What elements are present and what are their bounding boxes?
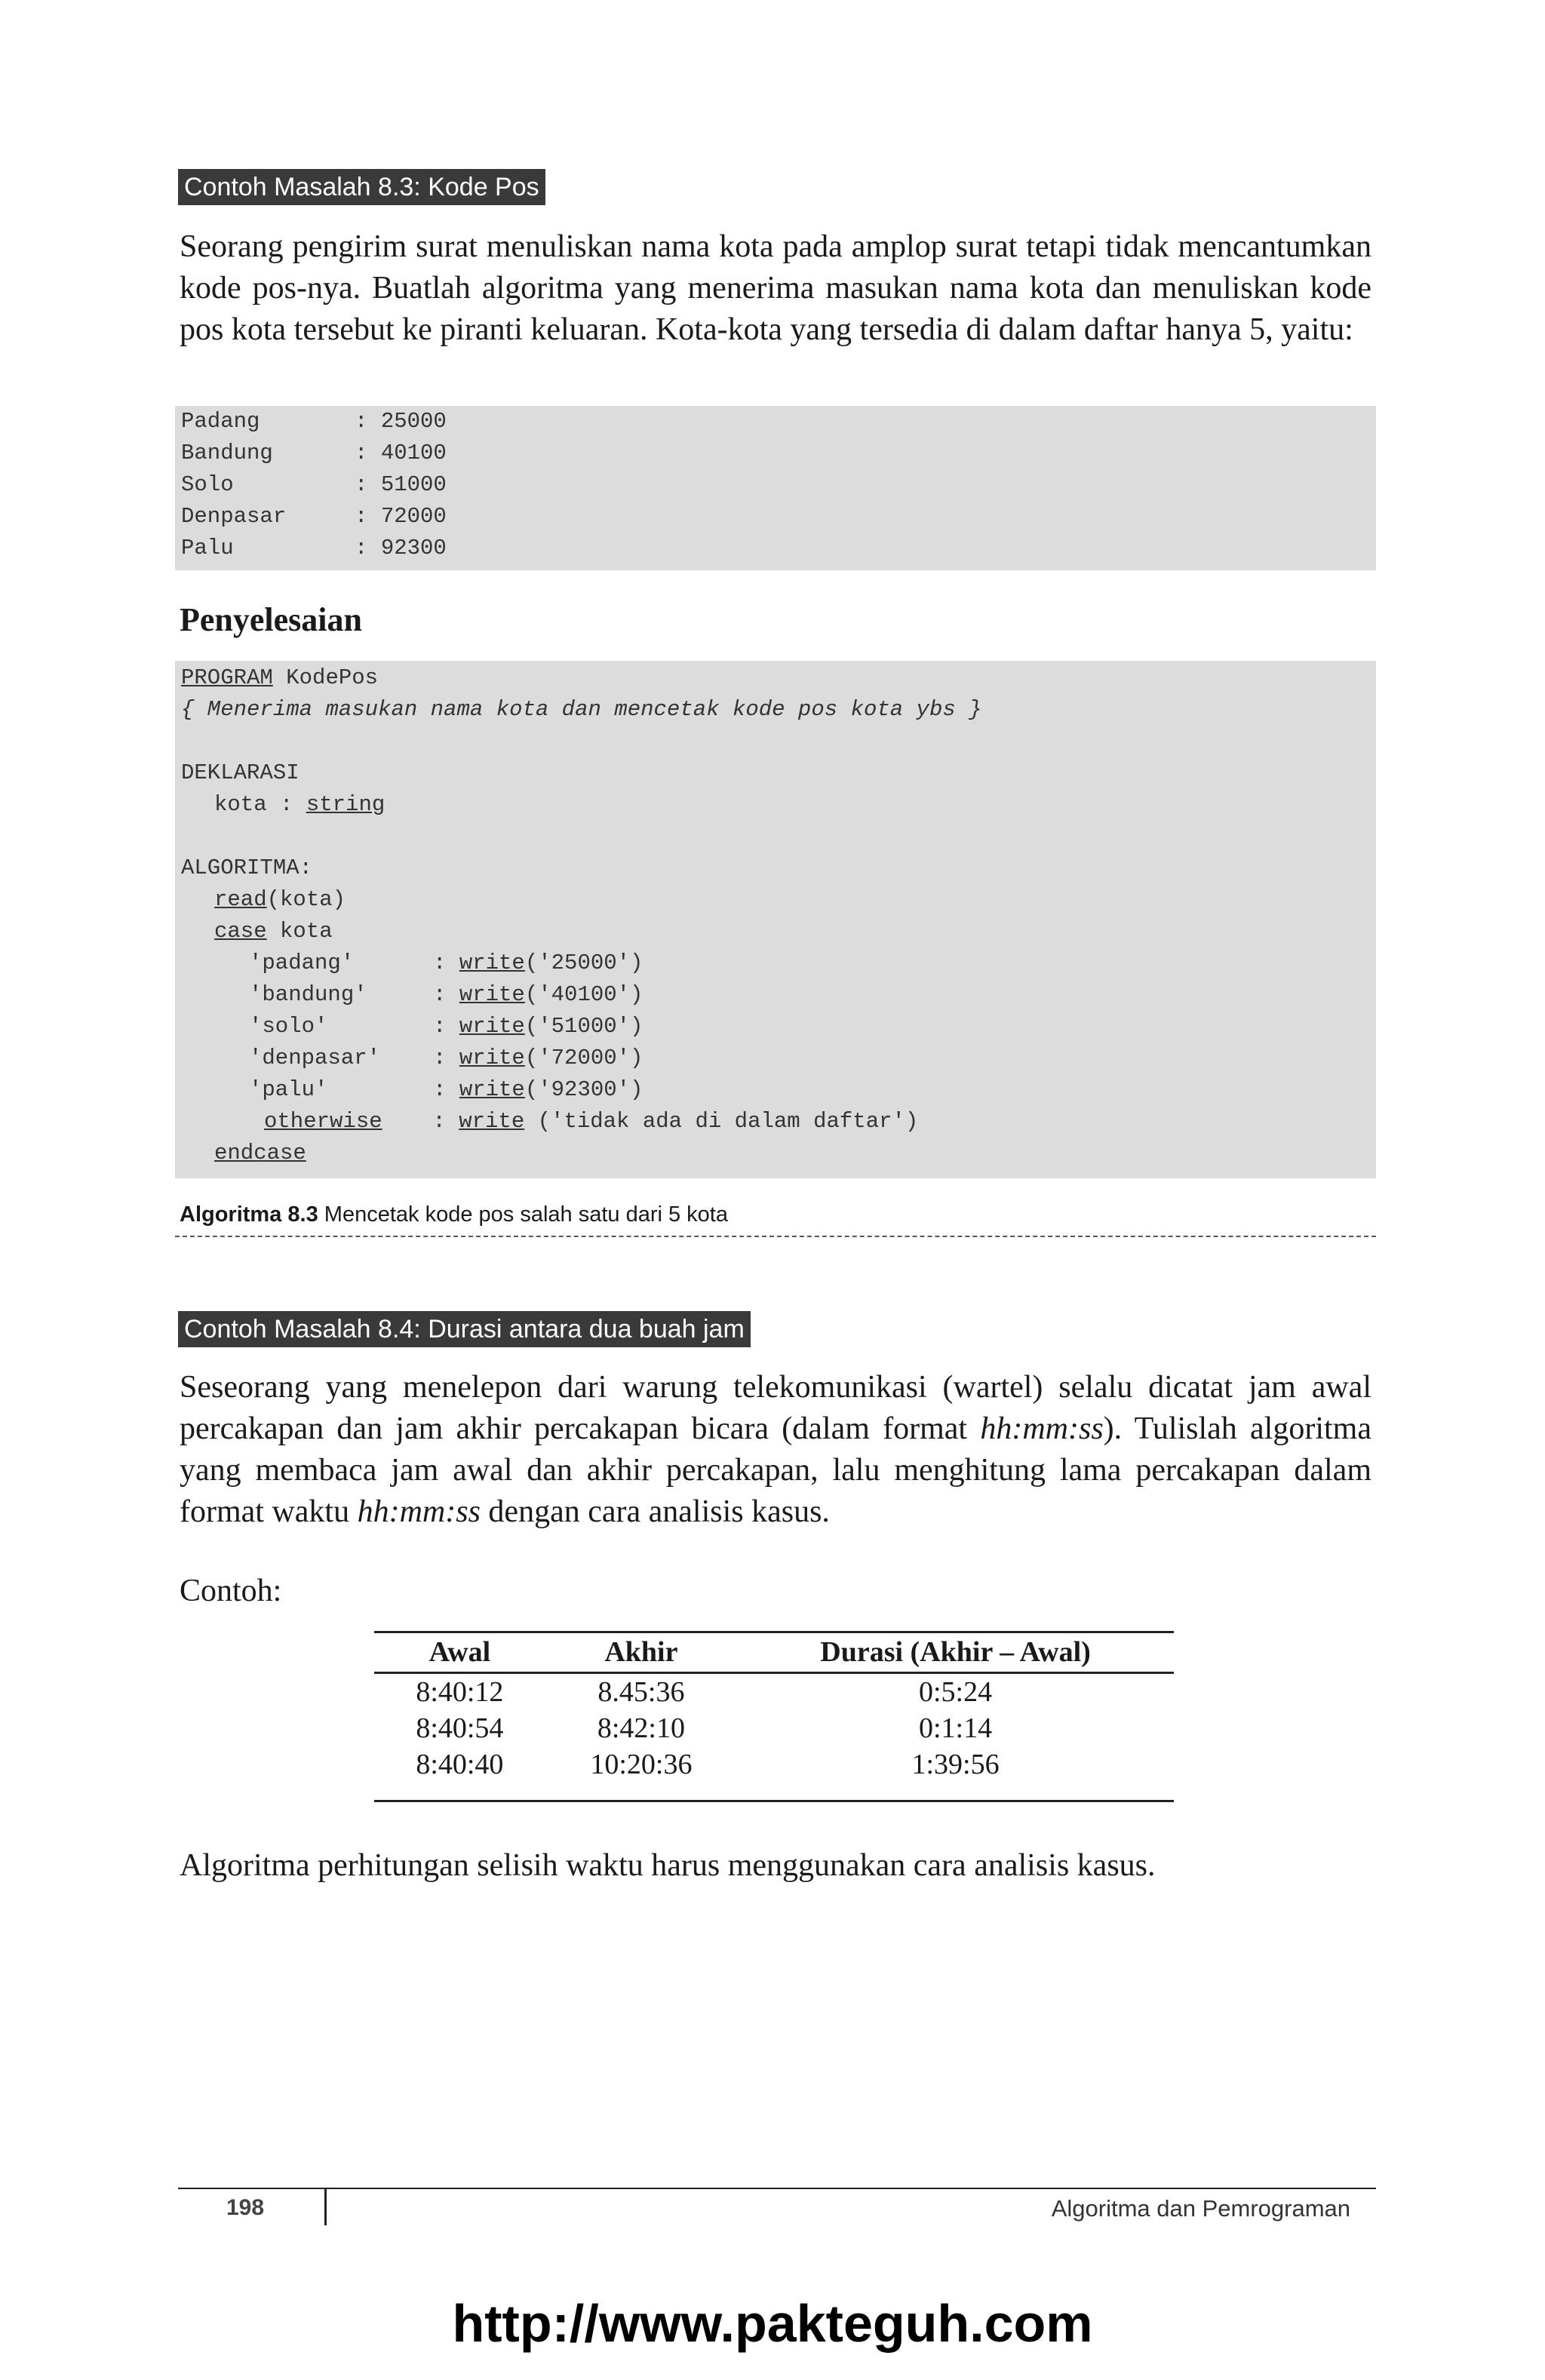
case-fn: write bbox=[459, 1046, 525, 1070]
footer-rule bbox=[178, 2188, 1376, 2189]
table-row bbox=[374, 1746, 1174, 1783]
time-format-2: hh:mm:ss bbox=[357, 1494, 481, 1529]
case-arg: ('92300') bbox=[524, 1077, 643, 1102]
city-row: Palu : 92300 bbox=[181, 536, 447, 560]
otherwise-row bbox=[181, 1109, 982, 1141]
table-cell: 8.45:36 bbox=[597, 1676, 685, 1708]
otherwise-fn: write bbox=[459, 1109, 525, 1134]
case-keyword: case bbox=[214, 919, 267, 944]
caption-text: Mencetak kode pos salah satu dari 5 kota bbox=[324, 1202, 728, 1227]
table-cell: 8:40:12 bbox=[416, 1676, 504, 1708]
code-algoritma: ALGORITMA: bbox=[181, 855, 313, 880]
read-arg: (kota) bbox=[266, 887, 346, 912]
page-number-divider bbox=[324, 2189, 327, 2225]
table-row bbox=[374, 1710, 1174, 1746]
city-row: Bandung : 40100 bbox=[181, 441, 447, 465]
otherwise-arg: ('tidak ada di dalam daftar') bbox=[524, 1109, 919, 1134]
case-row bbox=[181, 1014, 982, 1046]
city-name: Solo bbox=[181, 472, 234, 497]
case-sep: : bbox=[433, 1046, 459, 1070]
city-code: 92300 bbox=[380, 536, 447, 560]
otherwise-keyword: otherwise bbox=[264, 1109, 382, 1134]
city-code: 72000 bbox=[380, 504, 447, 529]
algorithm-caption bbox=[180, 1202, 728, 1227]
code-read bbox=[181, 887, 982, 919]
table-cell: 1:39:56 bbox=[911, 1749, 1000, 1780]
paragraph-part-a: Seseorang yang menelepon dari warung telekomunikasi (wartel) selalu dicatat jam awal percakapan dan jam akhir percakapan bicara (dalam format bbox=[180, 1370, 1371, 1446]
case-fn: write bbox=[459, 982, 525, 1007]
case-key: 'denpasar' bbox=[249, 1046, 381, 1070]
code-var-decl bbox=[181, 792, 982, 824]
case-sep: : bbox=[433, 950, 459, 975]
case-sep: : bbox=[433, 982, 459, 1007]
table-cell: 0:5:24 bbox=[918, 1676, 993, 1708]
closing-paragraph: Algoritma perhitungan selisih waktu harus menggunakan cara analisis kasus. bbox=[180, 1848, 1156, 1883]
header-durasi: Durasi (Akhir – Awal) bbox=[737, 1632, 1174, 1673]
table-cell: 8:40:40 bbox=[416, 1749, 504, 1780]
paragraph-part-c: dengan cara analisis kasus. bbox=[480, 1494, 830, 1529]
code-case bbox=[181, 919, 982, 950]
caption-label: Algoritma 8.3 bbox=[180, 1202, 318, 1227]
city-code: 25000 bbox=[380, 409, 447, 434]
table-cell: 8:40:54 bbox=[416, 1712, 504, 1744]
city-code: 51000 bbox=[380, 472, 447, 497]
read-keyword: read bbox=[214, 887, 267, 912]
algorithm-code bbox=[181, 665, 982, 1172]
program-name: KodePos bbox=[272, 665, 379, 690]
paragraph-part-b: ). Tulislah algoritma yang membaca jam awal dan akhir percakapan, lalu menghitung lama percakapan dalam format waktu bbox=[180, 1411, 1371, 1529]
city-name: Padang bbox=[181, 409, 260, 434]
header-akhir: Akhir bbox=[545, 1632, 737, 1673]
program-keyword: PROGRAM bbox=[181, 665, 273, 690]
code-endcase bbox=[181, 1141, 982, 1172]
city-row: Solo : 51000 bbox=[181, 472, 447, 497]
case-key: 'bandung' bbox=[249, 982, 367, 1007]
page-number: 198 bbox=[226, 2195, 265, 2220]
durasi-table bbox=[374, 1632, 1174, 1783]
case-arg: kota bbox=[266, 919, 333, 944]
case-sep: : bbox=[433, 1014, 459, 1039]
city-row: Denpasar : 72000 bbox=[181, 504, 447, 529]
time-format-1: hh:mm:ss bbox=[980, 1411, 1104, 1446]
city-name: Bandung bbox=[181, 441, 273, 465]
code-comment: { Menerima masukan nama kota dan mencetak kode pos kota ybs } bbox=[181, 697, 982, 722]
solution-heading: Penyelesaian bbox=[180, 601, 362, 638]
case-key: 'solo' bbox=[249, 1014, 328, 1039]
case-fn: write bbox=[459, 1014, 525, 1039]
case-arg: ('25000') bbox=[524, 950, 643, 975]
code-line-program bbox=[181, 665, 982, 697]
city-code: 40100 bbox=[380, 441, 447, 465]
case-arg: ('40100') bbox=[524, 982, 643, 1007]
var-type: string bbox=[306, 792, 385, 817]
table-cell: 8:42:10 bbox=[597, 1712, 685, 1744]
website-url: http://www.pakteguh.com bbox=[452, 2294, 1093, 2353]
header-awal: Awal bbox=[374, 1632, 545, 1673]
table-row bbox=[374, 1673, 1174, 1711]
city-name: Denpasar bbox=[181, 504, 287, 529]
case-arg: ('51000') bbox=[524, 1014, 643, 1039]
table-header-row bbox=[374, 1632, 1174, 1673]
table-cell: 10:20:36 bbox=[590, 1749, 693, 1780]
endcase-keyword: endcase bbox=[214, 1141, 306, 1165]
code-deklarasi: DEKLARASI bbox=[181, 760, 299, 785]
problem-paragraph-1: Seorang pengirim surat menuliskan nama kota pada amplop surat tetapi tidak mencantumkan kode pos-nya. Buatlah algoritma yang menerima masukan nama kota dan menuliskan kode pos kota tersebut ke piranti keluaran. Kota-kota yang tersedia di dalam daftar hanya 5, yaitu: bbox=[180, 229, 1371, 347]
case-key: 'palu' bbox=[249, 1077, 328, 1102]
section-label-durasi: Contoh Masalah 8.4: Durasi antara dua buah jam bbox=[178, 1311, 751, 1347]
book-title: Algoritma dan Pemrograman bbox=[1051, 2195, 1350, 2222]
case-sep: : bbox=[433, 1077, 459, 1102]
case-row bbox=[181, 950, 982, 982]
case-row bbox=[181, 982, 982, 1014]
case-key: 'padang' bbox=[249, 950, 355, 975]
city-name: Palu bbox=[181, 536, 234, 560]
city-list bbox=[181, 409, 447, 567]
case-row bbox=[181, 1046, 982, 1077]
problem-paragraph-2 bbox=[180, 1367, 1371, 1533]
table-bottom-rule bbox=[374, 1800, 1174, 1802]
city-row: Padang : 25000 bbox=[181, 409, 447, 434]
case-arg: ('72000') bbox=[524, 1046, 643, 1070]
var-name: kota : bbox=[214, 792, 306, 817]
caption-divider bbox=[175, 1236, 1376, 1237]
case-row bbox=[181, 1077, 982, 1109]
section-label-kode-pos: Contoh Masalah 8.3: Kode Pos bbox=[178, 169, 545, 205]
case-fn: write bbox=[459, 1077, 525, 1102]
contoh-label: Contoh: bbox=[180, 1574, 282, 1608]
table-cell: 0:1:14 bbox=[918, 1712, 993, 1744]
otherwise-sep: : bbox=[419, 1109, 459, 1134]
case-fn: write bbox=[459, 950, 525, 975]
